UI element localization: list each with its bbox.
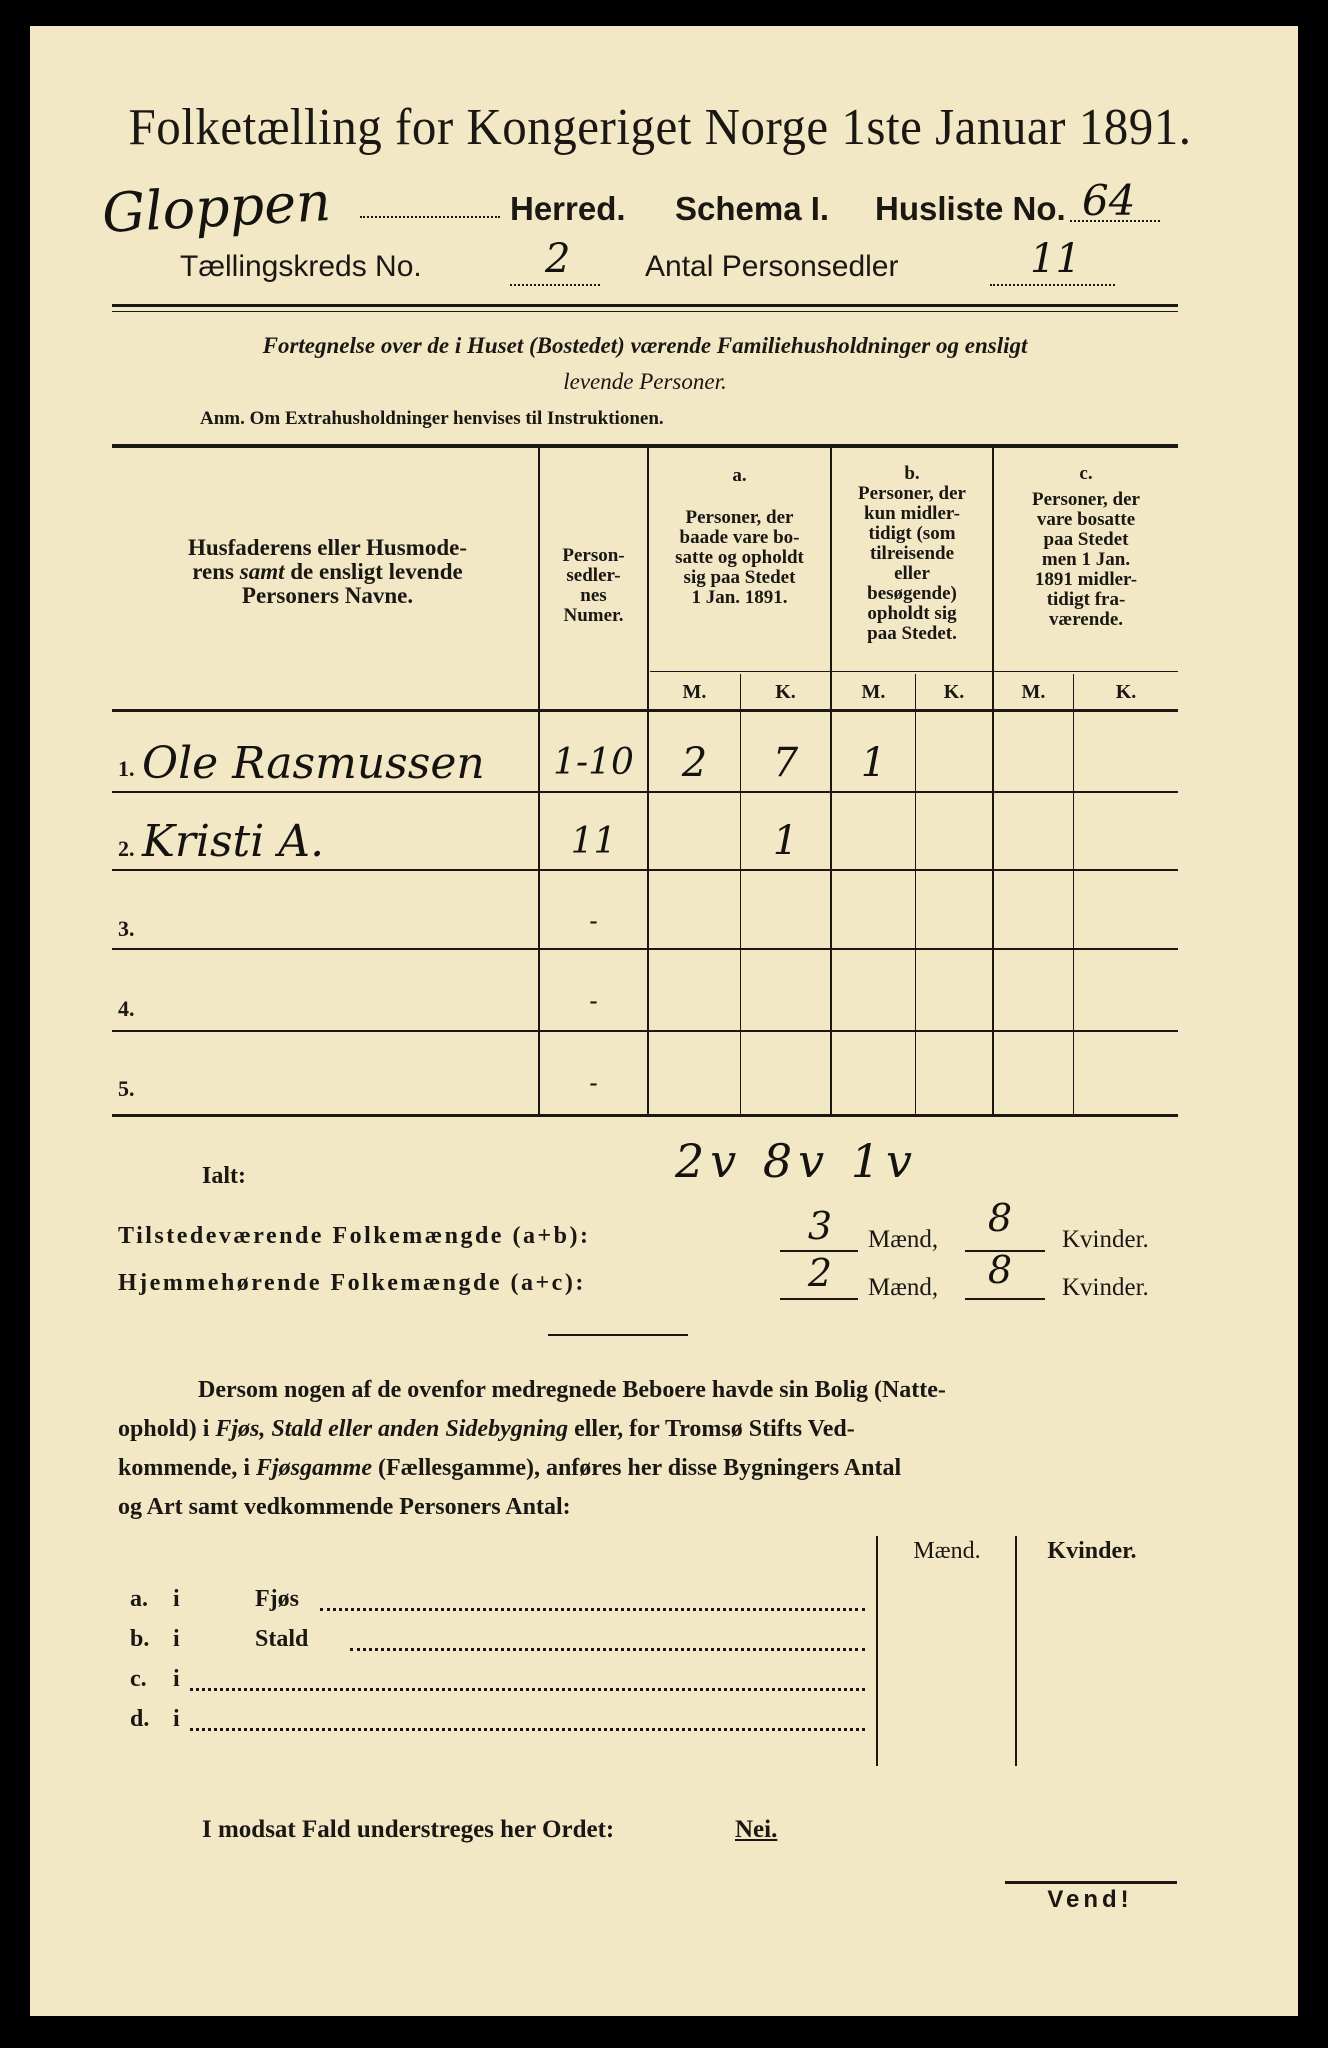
col-names-line2 [120,560,535,584]
husliste-label: Husliste No. [875,190,1066,227]
row-2-name: Kristi A. [142,816,325,867]
col-names-line2b: samt [239,559,285,585]
row-2-a-k: 1 [772,818,799,864]
header-rule-bottom [112,311,1178,312]
mk-b-m: M. [861,681,886,703]
para-line-2b: Fjøs, Stald eller anden Sidebygning [215,1416,569,1442]
para-line-2a: ophold) i [118,1416,216,1442]
para-line-3c: (Fællesgamme), anføres her disse Bygningers Antal [372,1455,902,1481]
building-a-label: Fjøs [255,1586,299,1612]
col-a-l3: satte og opholdt [675,546,804,568]
building-a-dots [320,1608,865,1611]
building-c-letter: c. [130,1666,147,1692]
bottom-paragraph [118,1371,1178,1527]
intro-line-2: levende Personer. [563,369,727,394]
col-b-l5: eller [894,562,930,584]
row-1-b-m: 1 [860,740,887,786]
col-c-l5: 1891 midler- [1034,568,1138,590]
col-numer-l4: Numer. [563,604,624,626]
row-line-1 [112,791,1178,793]
row-1-a-m: 2 [681,740,708,786]
header-rule-top [112,304,1178,307]
row-2-number: 2. [118,836,135,861]
col-names-line2c: de ensligt levende [284,559,463,585]
tilst-label: Tilstedeværende Folkemængde (a+b): [118,1223,591,1249]
col-c-l1: Personer, der [1032,488,1140,510]
col-c-l6: tidigt fra- [1046,588,1126,610]
col-names-line2a: rens [192,559,240,585]
ialt-handwriting: 2v 8v 1v [675,1134,919,1188]
col-names-line3: Personers Navne. [241,583,414,609]
intro-line-1: Fortegnelse over de i Huset (Bostedet) værende Familiehusholdninger og ensligt [262,333,1028,358]
col-b-l8: paa Stedet. [867,622,957,644]
col-c-l4: men 1 Jan. [1041,548,1131,570]
row-4-numer: - [589,988,598,1014]
mk-b-k: K. [943,681,965,703]
table-bottom-rule [112,1114,1178,1117]
col-numer-l3: nes [580,584,607,606]
tilst-kvinder-value: 8 [987,1196,1013,1240]
row-line-2 [112,869,1178,871]
col-a-l5: 1 Jan. 1891. [691,586,788,608]
nei-word: Nei. [735,1816,778,1843]
row-1-a-k: 7 [772,740,799,786]
row-5-numer: - [589,1070,598,1096]
antal-dots [990,284,1115,286]
para-line-3b: Fjøsgamme [256,1455,373,1481]
col-c-letter: c. [1079,463,1093,484]
husliste-dots [1070,220,1160,222]
row-4-number: 4. [118,996,135,1021]
herred-name: Gloppen [100,170,333,245]
modsat-text: I modsat Fald understreges her Ordet: [202,1816,615,1843]
mk-a-m: M. [682,681,707,703]
col-divider-b-mk [915,674,916,1114]
building-col-divider-2 [1015,1536,1017,1766]
col-b-header [832,464,992,643]
hjem-kvinder-value: 8 [987,1248,1013,1292]
row-line-4 [112,1030,1178,1032]
building-b-label: Stald [255,1626,309,1652]
mk-c-m: M. [1021,681,1046,703]
hjem-label: Hjemmehørende Folkemængde (a+c): [118,1270,586,1296]
ialt-label: Ialt: [202,1163,246,1189]
row-1-numer: 1-10 [553,742,634,783]
col-a-l2: baade vare bo- [679,526,800,548]
building-b-dots [350,1648,865,1651]
col-c-l2: vare bosatte [1036,508,1136,530]
col-a-l1: Personer, der [685,506,794,528]
mk-top-rule [650,671,1178,672]
para-line-4: og Art samt vedkommende Personers Antal: [118,1494,571,1520]
vend-label: Vend! [1047,1886,1133,1913]
row-1-name: Ole Rasmussen [142,738,485,789]
hjem-kvinder-line [965,1298,1045,1300]
antal-value: 11 [1030,236,1081,282]
col-numer-header [540,546,647,626]
col-b-l1: Personer, der [858,482,966,504]
building-a-letter: a. [130,1586,148,1612]
hjem-maend-value: 2 [807,1251,833,1295]
col-divider-c-mk [1073,674,1074,1114]
col-a-letter: a. [732,465,747,486]
antal-label: Antal Personsedler [645,250,899,283]
col-c-l3: paa Stedet [1043,528,1129,550]
building-d-dots [190,1728,865,1731]
col-c-header [994,464,1178,630]
row-1-number: 1. [118,756,135,781]
building-d-letter: d. [130,1706,150,1732]
col-numer-l2: sedler- [566,564,621,586]
vend-rule [1005,1881,1177,1884]
hjem-kvinder-label: Kvinder. [1062,1274,1149,1301]
kreds-dots [510,284,600,286]
building-d-i: i [173,1706,180,1732]
building-kvinder-header: Kvinder. [1047,1538,1137,1564]
kreds-number: 2 [545,236,571,282]
col-b-l2: kun midler- [864,502,960,524]
col-b-l6: besøgende) [867,582,957,604]
row-3-number: 3. [118,916,135,941]
para-line-1: Dersom nogen af de ovenfor medregnede Beboere havde sin Bolig (Natte- [198,1377,946,1403]
col-b-letter: b. [904,463,920,484]
para-line-3 [118,1449,1178,1488]
table-header-rule [112,709,1178,712]
tilst-maend-label: Mænd, [868,1226,939,1253]
row-3-numer: - [589,908,598,934]
building-a-i: i [173,1586,180,1612]
hjem-maend-label: Mænd, [868,1274,939,1301]
building-b-i: i [173,1626,180,1652]
mk-c-k: K. [1115,681,1137,703]
col-c-l7: værende. [1048,608,1124,630]
para-line-2 [118,1410,1178,1449]
col-b-l4: tilreisende [869,542,955,564]
para-line-2c: eller, for Tromsø Stifts Ved- [568,1416,855,1442]
kreds-label: Tællingskreds No. [180,250,422,283]
row-5-number: 5. [118,1076,135,1101]
schema-label: Schema I. [675,190,830,227]
anm-note: Anm. Om Extrahusholdninger henvises til Instruktionen. [200,408,664,429]
building-c-dots [190,1688,865,1691]
row-line-3 [112,948,1178,950]
col-names-header [120,536,535,608]
row-2-numer: 11 [570,821,617,862]
section-separator [548,1334,688,1336]
col-names-line1: Husfaderens eller Husmode- [188,535,467,560]
mk-a-k: K. [775,681,796,703]
col-numer-l1: Person- [562,545,625,566]
building-c-i: i [173,1666,180,1692]
col-b-l3: tidigt (som [868,522,956,544]
form-title: Folketælling for Kongeriget Norge 1ste Januar 1891. [128,97,1192,156]
herred-dots [360,216,500,218]
para-line-3a: kommende, i [118,1455,256,1481]
tilst-kvinder-label: Kvinder. [1062,1226,1149,1253]
census-form-page [30,26,1298,2016]
table-top-rule [112,444,1178,448]
col-b-l7: opholdt sig [867,602,957,624]
col-a-l4: sig paa Stedet [683,566,796,588]
col-a-header [649,466,830,608]
hjem-maend-line [780,1298,858,1300]
building-maend-header: Mænd. [913,1538,981,1564]
herred-label: Herred. [510,190,626,227]
husliste-number: 64 [1082,176,1136,225]
building-col-divider-1 [876,1536,878,1766]
building-b-letter: b. [130,1626,150,1652]
tilst-maend-value: 3 [807,1204,833,1248]
